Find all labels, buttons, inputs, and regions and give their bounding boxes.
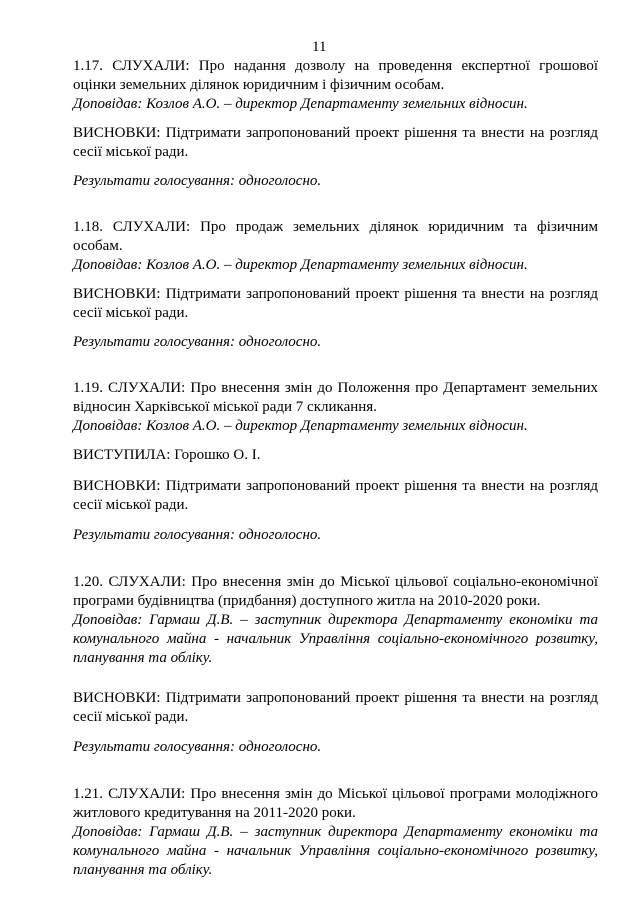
- agenda-item-1-18: [73, 218, 598, 275]
- item-conclusion-1-20: [73, 689, 598, 727]
- item-speaker: Доповідав: Гармаш Д.В. – заступник директора Департаменту економіки та комунального майна - начальник Управління соціально-економічного розвитку, планування та обліку.: [73, 612, 598, 666]
- item-vote-1-19: [73, 526, 598, 545]
- item-vote-1-17: [73, 172, 598, 191]
- item-conclusion: ВИСНОВКИ: Підтримати запропонований проект рішення та внести на розгляд сесії міської ради.: [73, 286, 598, 321]
- item-vote: Результати голосування: одноголосно.: [73, 173, 322, 189]
- item-speaker: Доповідав: Козлов А.О. – директор Департаменту земельних відносин.: [73, 257, 528, 273]
- item-heading: 1.17. СЛУХАЛИ: Про надання дозволу на проведення експертної грошової оцінки земельних ділянок юридичним і фізичним особам.: [73, 58, 598, 93]
- item-vote: Результати голосування: одноголосно.: [73, 527, 322, 543]
- item-speech: ВИСТУПИЛА: Горошко О. І.: [73, 447, 261, 463]
- item-conclusion: ВИСНОВКИ: Підтримати запропонований проект рішення та внести на розгляд сесії міської ради.: [73, 478, 598, 513]
- agenda-item-1-20: [73, 573, 598, 668]
- item-speaker: Доповідав: Гармаш Д.В. – заступник директора Департаменту економіки та комунального майна - начальник Управління соціально-економічного розвитку, планування та обліку.: [73, 824, 598, 878]
- item-heading: 1.18. СЛУХАЛИ: Про продаж земельних ділянок юридичним та фізичним особам.: [73, 219, 598, 254]
- item-vote: Результати голосування: одноголосно.: [73, 739, 322, 755]
- item-speaker: Доповідав: Козлов А.О. – директор Департаменту земельних відносин.: [73, 96, 528, 112]
- item-conclusion-1-17: [73, 124, 598, 162]
- item-vote-1-18: [73, 333, 598, 352]
- item-vote-1-20: [73, 738, 598, 757]
- item-speaker: Доповідав: Козлов А.О. – директор Департаменту земельних відносин.: [73, 418, 528, 434]
- item-conclusion: ВИСНОВКИ: Підтримати запропонований проект рішення та внести на розгляд сесії міської ради.: [73, 690, 598, 725]
- item-speech-1-19: [73, 446, 598, 465]
- item-heading: 1.19. СЛУХАЛИ: Про внесення змін до Положення про Департамент земельних відносин Харківської міської ради 7 скликання.: [73, 380, 598, 415]
- agenda-item-1-21: [73, 785, 598, 880]
- item-heading: 1.21. СЛУХАЛИ: Про внесення змін до Міської цільової програми молодіжного житлового кредитування на 2011-2020 роки.: [73, 786, 598, 821]
- item-vote: Результати голосування: одноголосно.: [73, 334, 322, 350]
- item-heading: 1.20. СЛУХАЛИ: Про внесення змін до Міської цільової соціально-економічної програми будівництва (придбання) доступного житла на 2010-2020 роки.: [73, 574, 598, 609]
- item-conclusion-1-19: [73, 477, 598, 515]
- agenda-item-1-19: [73, 379, 598, 436]
- item-conclusion-1-18: [73, 285, 598, 323]
- page-number: 11: [312, 39, 327, 55]
- item-conclusion: ВИСНОВКИ: Підтримати запропонований проект рішення та внести на розгляд сесії міської ради.: [73, 125, 598, 160]
- agenda-item-1-17: [73, 57, 598, 114]
